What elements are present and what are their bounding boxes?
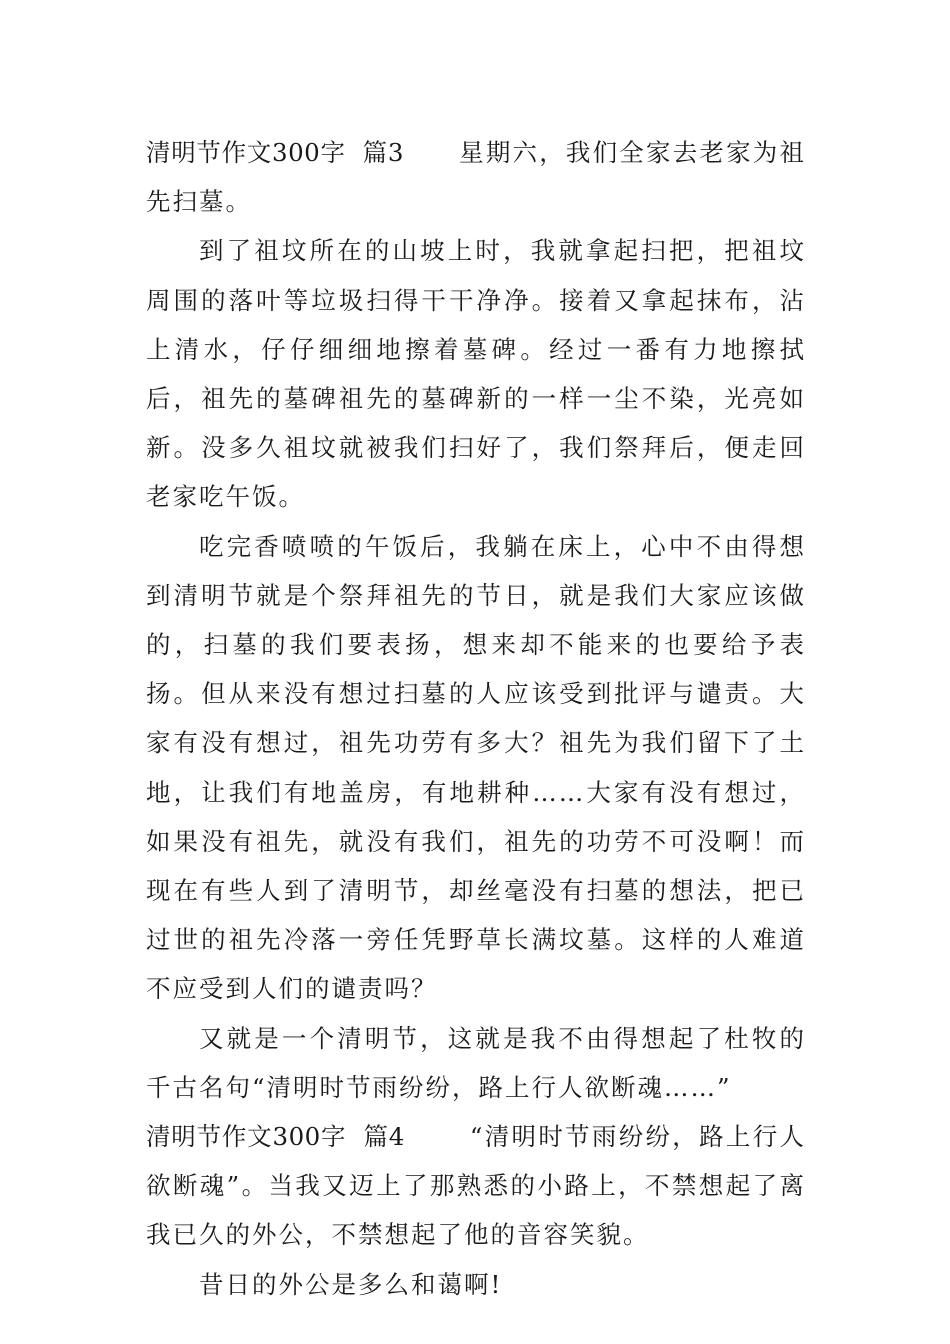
paragraph-text: 星期六，我们全家去老家为祖先扫墓。 (146, 138, 806, 217)
section-3-intro (146, 128, 806, 226)
paragraph: 吃完香喷喷的午饭后，我躺在床上，心中不由得想到清明节就是个祭拜祖先的节日，就是我们大家应该做的，扫墓的我们要表扬，想来却不能来的也要给予表扬。但从来没有想过扫墓的人应该受到批评与谴责。大家有没有想过，祖先功劳有多大？祖先为我们留下了土地，让我们有地盖房，有地耕种……大家有没有想过，如果没有祖先，就没有我们，祖先的功劳不可没啊！而现在有些人到了清明节，却丝毫没有扫墓的想法，把已过世的祖先冷落一旁任凭野草长满坟墓。这样的人难道不应受到人们的谴责吗？ (146, 531, 806, 1004)
section-heading: 清明节作文300字 篇3 (146, 138, 404, 167)
section-heading: 清明节作文300字 篇4 (146, 1122, 405, 1152)
article-body (146, 128, 806, 1309)
paragraph: 到了祖坟所在的山坡上时，我就拿起扫把，把祖坟周围的落叶等垃圾扫得干干净净。接着又拿起抹布，沾上清水，仔仔细细地擦着墓碑。经过一番有力地擦拭后，祖先的墓碑祖先的墓碑新的一样一尘不染，光亮如新。没多久祖坟就被我们扫好了，我们祭拜后，便走回老家吃午饭。 (146, 236, 806, 512)
paragraph-text: “清明时节雨纷纷，路上行人欲断魂”。当我又迈上了那熟悉的小路上，不禁想起了离我已久的外公，不禁想起了他的音容笑貌。 (146, 1122, 806, 1250)
paragraph: 又就是一个清明节，这就是我不由得想起了杜牧的千古名句“清明时节雨纷纷，路上行人欲断魂……” (146, 1023, 806, 1102)
paragraph: 昔日的外公是多么和蔼啊! (199, 1269, 503, 1299)
section-4-intro (146, 1112, 806, 1260)
